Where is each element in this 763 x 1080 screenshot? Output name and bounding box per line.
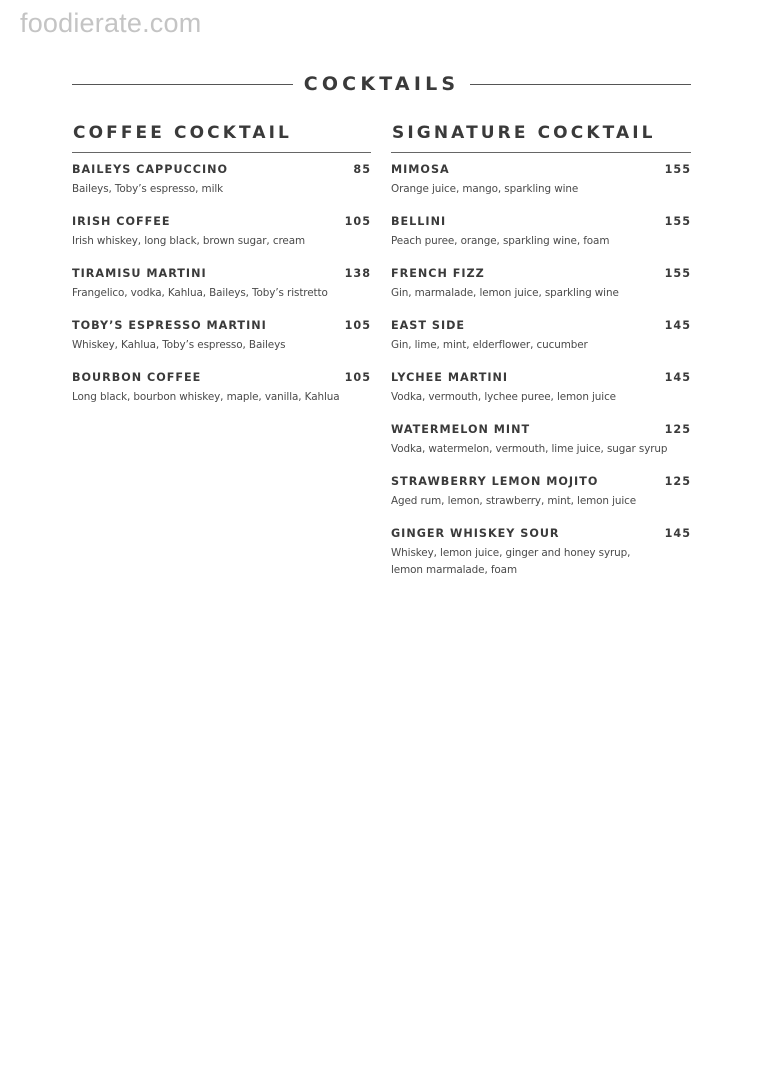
menu-item-description <box>72 233 371 250</box>
menu-item <box>391 475 691 510</box>
menu-item <box>391 423 691 458</box>
menu-item-price: 145 <box>664 527 691 540</box>
signature-cocktail-section <box>391 120 691 596</box>
page-heading <box>72 70 691 98</box>
menu-item-description-line: Aged rum, lemon, strawberry, mint, lemon juice <box>391 495 637 507</box>
menu-item-description <box>72 181 371 198</box>
section-title: SIGNATURE COCKTAIL <box>392 123 656 143</box>
menu-item-header <box>391 163 691 181</box>
menu-item-description-line: Frangelico, vodka, Kahlua, Baileys, Toby’s ristretto <box>72 287 328 299</box>
menu-item-price: 155 <box>664 163 691 176</box>
menu-item-description-line: Long black, bourbon whiskey, maple, vanilla, Kahlua <box>72 391 340 403</box>
menu-item-description <box>72 337 371 354</box>
menu-item-description-line: Vodka, watermelon, vermouth, lime juice, sugar syrup <box>391 443 668 455</box>
menu-item-description-line: lemon marmalade, foam <box>391 564 517 576</box>
menu-item-header <box>72 215 371 233</box>
menu-item-name: GINGER WHISKEY SOUR <box>391 527 560 540</box>
menu-item <box>72 371 371 406</box>
menu-item-name: BELLINI <box>391 215 447 228</box>
coffee-cocktail-section <box>72 120 371 423</box>
menu-item-description <box>72 285 371 302</box>
menu-item-header <box>72 371 371 389</box>
menu-item-price: 105 <box>344 319 371 332</box>
menu-item-name: TOBY’S ESPRESSO MARTINI <box>72 319 267 332</box>
menu-item-name: BAILEYS CAPPUCCINO <box>72 163 228 176</box>
menu-item-list <box>72 163 371 406</box>
page-title: COCKTAILS <box>303 73 460 95</box>
menu-item <box>72 163 371 198</box>
menu-item-name: FRENCH FIZZ <box>391 267 485 280</box>
heading-rule-left <box>72 84 293 85</box>
menu-item-price: 145 <box>664 371 691 384</box>
menu-item-description <box>391 285 691 302</box>
menu-item-description <box>391 493 691 510</box>
menu-item-header <box>72 319 371 337</box>
menu-item-description-line: Whiskey, lemon juice, ginger and honey syrup, <box>391 547 631 559</box>
menu-item-description-line: Irish whiskey, long black, brown sugar, cream <box>72 235 305 247</box>
menu-item-description <box>391 181 691 198</box>
menu-item <box>391 163 691 198</box>
menu-item-description <box>391 233 691 250</box>
menu-item-description-line: Gin, marmalade, lemon juice, sparkling wine <box>391 287 619 299</box>
menu-item-header <box>391 371 691 389</box>
menu-item-name: IRISH COFFEE <box>72 215 171 228</box>
menu-item-price: 145 <box>664 319 691 332</box>
menu-item-name: WATERMELON MINT <box>391 423 531 436</box>
menu-item-description <box>391 441 691 458</box>
menu-item <box>391 527 691 579</box>
menu-item <box>391 371 691 406</box>
menu-item-description <box>391 337 691 354</box>
menu-item-description-line: Peach puree, orange, sparkling wine, foam <box>391 235 610 247</box>
menu-item-name: MIMOSA <box>391 163 450 176</box>
heading-rule-right <box>470 84 691 85</box>
menu-item-header <box>391 423 691 441</box>
menu-item <box>391 215 691 250</box>
menu-item-price: 105 <box>344 371 371 384</box>
menu-item-description-line: Orange juice, mango, sparkling wine <box>391 183 579 195</box>
menu-item-name: EAST SIDE <box>391 319 466 332</box>
section-title: COFFEE COCKTAIL <box>73 123 292 143</box>
menu-item-price: 155 <box>664 215 691 228</box>
menu-item-name: LYCHEE MARTINI <box>391 371 509 384</box>
menu-item-price: 85 <box>353 163 371 176</box>
menu-item-description <box>391 545 691 579</box>
menu-item <box>391 267 691 302</box>
menu-item-description-line: Vodka, vermouth, lychee puree, lemon juice <box>391 391 616 403</box>
menu-item-header <box>72 267 371 285</box>
menu-item-list <box>391 163 691 579</box>
section-divider <box>72 152 371 153</box>
menu-item-header <box>72 163 371 181</box>
menu-item-price: 155 <box>664 267 691 280</box>
menu-item-description <box>72 389 371 406</box>
menu-item-price: 105 <box>344 215 371 228</box>
section-divider <box>391 152 691 153</box>
menu-item-price: 138 <box>344 267 371 280</box>
menu-item-header <box>391 215 691 233</box>
menu-item <box>72 267 371 302</box>
menu-item-price: 125 <box>664 475 691 488</box>
menu-item-name: BOURBON COFFEE <box>72 371 202 384</box>
menu-item-header <box>391 267 691 285</box>
menu-item-price: 125 <box>664 423 691 436</box>
menu-item-description <box>391 389 691 406</box>
menu-item-header <box>391 527 691 545</box>
menu-item <box>72 319 371 354</box>
menu-item-description-line: Whiskey, Kahlua, Toby’s espresso, Baileys <box>72 339 286 351</box>
menu-item-header <box>391 319 691 337</box>
watermark: foodierate.com <box>20 8 202 38</box>
menu-item <box>72 215 371 250</box>
menu-item-name: STRAWBERRY LEMON MOJITO <box>391 475 599 488</box>
menu-item-description-line: Gin, lime, mint, elderflower, cucumber <box>391 339 588 351</box>
menu-item-header <box>391 475 691 493</box>
menu-item <box>391 319 691 354</box>
menu-item-name: TIRAMISU MARTINI <box>72 267 207 280</box>
menu-item-description-line: Baileys, Toby’s espresso, milk <box>72 183 224 195</box>
